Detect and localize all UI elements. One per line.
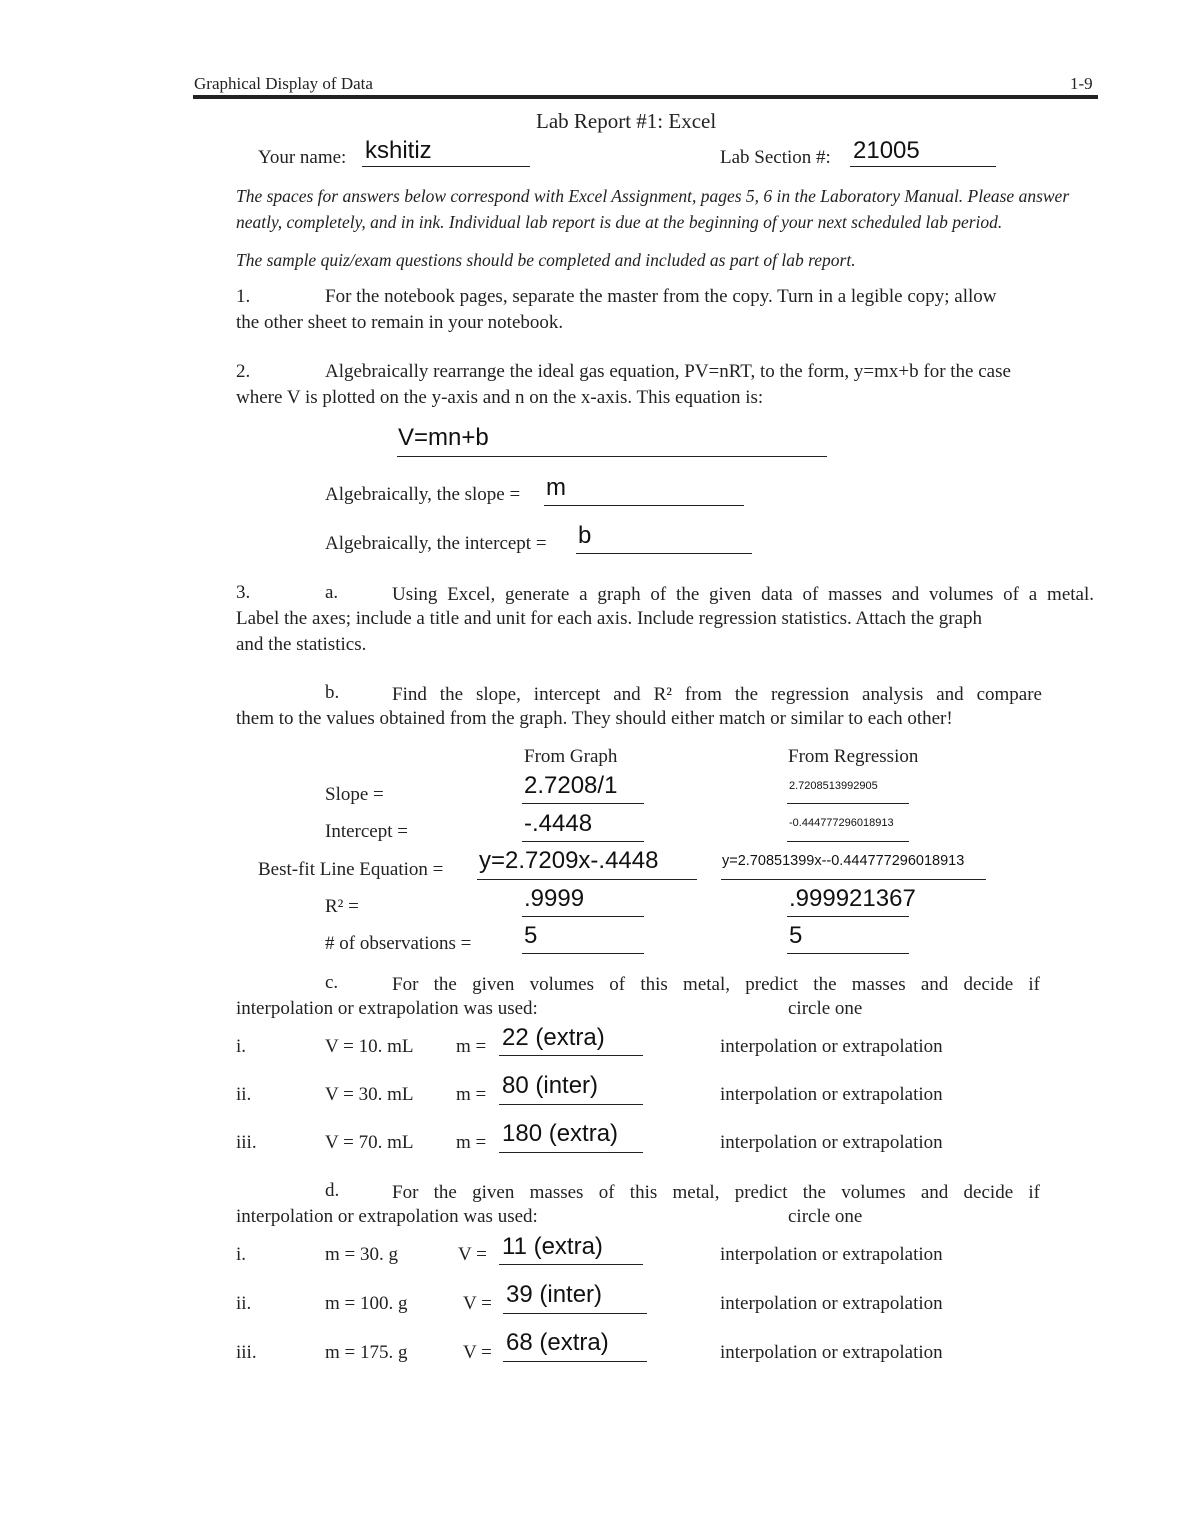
running-header-title: Graphical Display of Data xyxy=(194,74,373,93)
slope-row-label: Slope = xyxy=(325,784,384,805)
column-header-regression: From Regression xyxy=(788,746,919,767)
q3a-letter: a. xyxy=(325,582,339,603)
q3d-line-1: For the given masses of this metal, predict the volumes and decide if xyxy=(392,1182,1040,1203)
q3c-item-1-label: m = xyxy=(456,1036,487,1057)
q3c-letter: c. xyxy=(325,972,339,993)
q2-equation-underline xyxy=(397,456,827,457)
bestfit-row-label: Best-fit Line Equation = xyxy=(258,859,444,880)
section-label: Lab Section #: xyxy=(720,147,831,168)
observations-row-label: # of observations = xyxy=(325,933,472,954)
q3c-item-3-underline xyxy=(499,1152,643,1153)
q3a-line-2: Label the axes; include a title and unit for each axis. Include regression statistics. Attach the graph xyxy=(236,608,983,629)
q3c-item-1-number: i. xyxy=(236,1036,247,1057)
q3d-line-2: interpolation or extrapolation was used: xyxy=(236,1206,538,1227)
q3d-item-2-given: m = 100. g xyxy=(325,1293,408,1314)
intercept-row-label: Intercept = xyxy=(325,821,408,842)
q2-intercept-label: Algebraically, the intercept = xyxy=(325,533,547,554)
q3c-item-3-number: iii. xyxy=(236,1132,257,1153)
q3c-item-1-given: V = 10. mL xyxy=(325,1036,414,1057)
q3c-item-2-choice[interactable]: interpolation or extrapolation xyxy=(720,1084,943,1105)
q3d-item-3-label: V = xyxy=(463,1342,492,1363)
q3b-line-2: them to the values obtained from the graph. They should either match or similar to each other! xyxy=(236,708,953,729)
q3d-item-1-label: V = xyxy=(458,1244,487,1265)
observations-graph-underline xyxy=(522,953,644,954)
r2-regression-underline xyxy=(787,916,909,917)
q3d-item-3-given: m = 175. g xyxy=(325,1342,408,1363)
q3c-item-2-given: V = 30. mL xyxy=(325,1084,414,1105)
bestfit-graph-underline xyxy=(477,879,697,880)
q3d-item-3-number: iii. xyxy=(236,1342,257,1363)
q2-line-1: Algebraically rearrange the ideal gas equation, PV=nRT, to the form, y=mx+b for the case xyxy=(325,361,1011,382)
r2-graph-underline xyxy=(522,916,644,917)
q3c-item-3-label: m = xyxy=(456,1132,487,1153)
q3c-item-2-answer[interactable]: 80 (inter) xyxy=(502,1072,599,1099)
slope-graph-value[interactable]: 2.7208/1 xyxy=(524,772,618,799)
r2-graph-value[interactable]: .9999 xyxy=(524,885,585,912)
name-underline xyxy=(362,166,530,167)
q3a-line-3: and the statistics. xyxy=(236,634,367,655)
header-rule xyxy=(193,95,1098,99)
r2-row-label: R² = xyxy=(325,896,359,917)
q3b-letter: b. xyxy=(325,682,340,703)
instructions-line-1: The spaces for answers below correspond with Excel Assignment, pages 5, 6 in the Laboratory Manual. Please answer xyxy=(236,186,1070,206)
bestfit-graph-value[interactable]: y=2.7209x-.4448 xyxy=(479,847,659,874)
q2-slope-label: Algebraically, the slope = xyxy=(325,484,521,505)
q3d-item-1-underline xyxy=(499,1264,643,1265)
q3c-item-3-given: V = 70. mL xyxy=(325,1132,414,1153)
section-underline xyxy=(850,166,996,167)
q3d-item-2-choice[interactable]: interpolation or extrapolation xyxy=(720,1293,943,1314)
intercept-graph-underline xyxy=(522,841,644,842)
observations-graph-value[interactable]: 5 xyxy=(524,922,538,949)
q3c-item-1-choice[interactable]: interpolation or extrapolation xyxy=(720,1036,943,1057)
q3c-line-1: For the given volumes of this metal, predict the masses and decide if xyxy=(392,974,1040,995)
page-number: 1-9 xyxy=(1070,74,1093,93)
q3a-line-1: Using Excel, generate a graph of the given data of masses and volumes of a metal. xyxy=(392,584,1094,605)
bestfit-regression-underline xyxy=(721,879,986,880)
q2-number: 2. xyxy=(236,361,251,382)
page-title: Lab Report #1: Excel xyxy=(536,109,717,133)
q3d-item-3-underline xyxy=(503,1361,647,1362)
section-value[interactable]: 21005 xyxy=(853,137,920,164)
q3d-item-2-answer[interactable]: 39 (inter) xyxy=(506,1281,603,1308)
instructions-line-3: The sample quiz/exam questions should be completed and included as part of lab report. xyxy=(236,250,856,270)
q3c-item-3-choice[interactable]: interpolation or extrapolation xyxy=(720,1132,943,1153)
q2-intercept-underline xyxy=(576,553,752,554)
q3d-item-1-answer[interactable]: 11 (extra) xyxy=(502,1233,603,1260)
name-label: Your name: xyxy=(258,147,347,168)
name-value[interactable]: kshitiz xyxy=(365,137,432,164)
q3d-item-2-number: ii. xyxy=(236,1293,252,1314)
slope-regression-value[interactable]: 2.7208513992905 xyxy=(789,780,878,792)
bestfit-regression-value[interactable]: y=2.70851399x--0.444777296018913 xyxy=(722,853,965,869)
q3d-item-3-choice[interactable]: interpolation or extrapolation xyxy=(720,1342,943,1363)
q3d-item-3-answer[interactable]: 68 (extra) xyxy=(506,1329,609,1356)
q3d-item-1-number: i. xyxy=(236,1244,247,1265)
intercept-regression-underline xyxy=(787,841,909,842)
q3d-item-1-given: m = 30. g xyxy=(325,1244,398,1265)
intercept-graph-value[interactable]: -.4448 xyxy=(524,810,593,837)
intercept-regression-value[interactable]: -0.444777296018913 xyxy=(789,817,894,829)
column-header-graph: From Graph xyxy=(524,746,618,767)
q2-slope-answer[interactable]: m xyxy=(546,474,566,501)
q3-number: 3. xyxy=(236,582,251,603)
q3c-item-2-number: ii. xyxy=(236,1084,252,1105)
q3c-item-2-label: m = xyxy=(456,1084,487,1105)
q1-line-1: For the notebook pages, separate the master from the copy. Turn in a legible copy; allow xyxy=(325,286,997,307)
q3d-circle-one: circle one xyxy=(788,1206,863,1227)
q3d-item-1-choice[interactable]: interpolation or extrapolation xyxy=(720,1244,943,1265)
q3c-line-2: interpolation or extrapolation was used: xyxy=(236,998,538,1019)
q1-number: 1. xyxy=(236,286,251,307)
r2-regression-value[interactable]: .999921367 xyxy=(789,885,916,912)
q3b-line-1: Find the slope, intercept and R² from the regression analysis and compare xyxy=(392,684,1042,705)
q3c-item-1-answer[interactable]: 22 (extra) xyxy=(502,1024,605,1051)
slope-regression-underline xyxy=(787,803,909,804)
q3c-item-2-underline xyxy=(499,1104,643,1105)
q2-intercept-answer[interactable]: b xyxy=(578,522,592,549)
slope-graph-underline xyxy=(522,803,644,804)
q2-equation-answer[interactable]: V=mn+b xyxy=(398,424,489,451)
q3c-item-1-underline xyxy=(499,1055,643,1056)
instructions-line-2: neatly, completely, and in ink. Individual lab report is due at the beginning of your next scheduled lab period. xyxy=(236,212,1003,232)
q3d-item-2-underline xyxy=(503,1313,647,1314)
q1-line-2: the other sheet to remain in your notebook. xyxy=(236,312,564,333)
q3c-circle-one: circle one xyxy=(788,998,863,1019)
q3d-letter: d. xyxy=(325,1180,340,1201)
q2-line-2: where V is plotted on the y-axis and n on the x-axis. This equation is: xyxy=(236,387,764,408)
q3c-item-3-answer[interactable]: 180 (extra) xyxy=(502,1120,619,1147)
q3d-item-2-label: V = xyxy=(463,1293,492,1314)
observations-regression-value[interactable]: 5 xyxy=(789,922,803,949)
observations-regression-underline xyxy=(787,953,909,954)
q2-slope-underline xyxy=(544,505,744,506)
